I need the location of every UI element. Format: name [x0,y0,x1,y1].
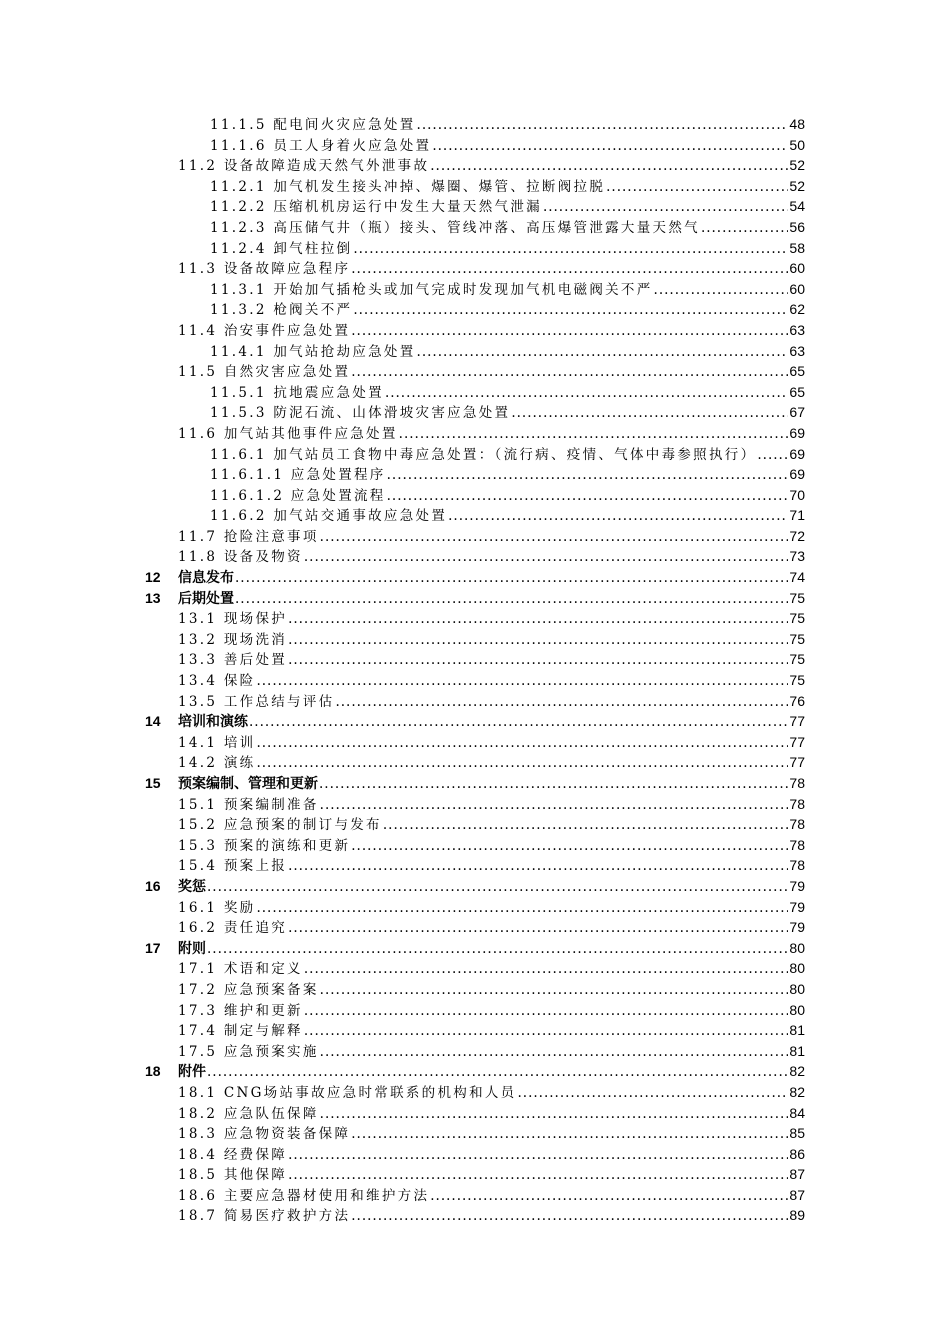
toc-page-number: 75 [789,610,805,627]
toc-page-number: 78 [789,836,805,853]
toc-dot-leader [235,568,788,589]
toc-page-number: 73 [789,548,805,565]
toc-page-number: 77 [789,733,805,750]
toc-page-number: 78 [789,816,805,833]
toc-dot-leader [757,445,788,466]
toc-dot-leader [335,692,788,713]
toc-entry-title: 15.3 预案的演练和更新 [178,837,351,854]
toc-entry[interactable] [0,814,950,835]
toc-entry[interactable] [0,444,950,465]
toc-page-number: 60 [789,280,805,297]
toc-entry-title: 11.1.6 员工人身着火应急处置 [210,137,432,154]
toc-entry-title: 18.1 CNG场站事故应急时常联系的机构和人员 [178,1084,517,1101]
toc-entry[interactable] [0,1000,950,1021]
toc-dot-leader [249,712,788,733]
toc-entry[interactable] [0,979,950,1000]
toc-entry-title: 11.5.3 防泥石流、山体滑坡灾害应急处置 [210,405,511,422]
toc-dot-leader [256,898,788,919]
toc-entry-title: 18.4 经费保障 [178,1146,288,1163]
toc-page-number: 65 [789,383,805,400]
toc-entry-title: 11.1.5 配电间火灾应急处置 [210,117,416,133]
toc-page-number: 58 [789,239,805,256]
toc-page-number: 74 [789,569,805,586]
toc-entry[interactable] [0,938,950,959]
toc-entry[interactable] [0,794,950,815]
toc-page-number: 80 [789,980,805,997]
toc-entry[interactable] [0,114,950,135]
toc-entry-title: 11.8 设备及物资 [178,549,303,566]
toc-page-number: 63 [789,342,805,359]
toc-page-number: 72 [789,527,805,544]
toc-entry-title: 18.2 应急队伍保障 [178,1105,319,1122]
toc-entry-title: 11.2.2 压缩机机房运行中发生大量天然气泄漏 [210,199,542,216]
toc-entry[interactable] [0,1164,950,1185]
toc-entry[interactable] [0,588,950,609]
toc-entry[interactable] [0,752,950,773]
toc-page-number: 78 [789,795,805,812]
toc-page-number: 79 [789,898,805,915]
toc-entry-title: 15.4 预案上报 [178,858,288,875]
toc-dot-leader [387,486,789,507]
toc-entry[interactable] [0,505,950,526]
toc-dot-leader [511,403,788,424]
toc-dot-leader [351,1124,788,1145]
toc-entry-title: 17.2 应急预案备案 [178,981,319,998]
toc-entry-title: 11.6.1.2 应急处置流程 [210,487,386,504]
toc-entry-title: 11.4 治安事件应急处置 [178,322,351,339]
toc-page-number: 54 [789,198,805,215]
toc-page-number: 84 [789,1104,805,1121]
toc-entry-title: 13.4 保险 [178,673,256,690]
toc-entry-title: 17.3 维护和更新 [178,1002,303,1019]
toc-page-number: 89 [789,1207,805,1224]
toc-chapter-number: 15 [145,775,161,791]
toc-entry-title: 预案编制、管理和更新 [178,776,318,792]
toc-entry-title: 18.3 应急物资装备保障 [178,1126,351,1143]
toc-dot-leader [320,1104,789,1125]
toc-page-number: 75 [789,672,805,689]
toc-entry[interactable] [0,217,950,238]
toc-page-number: 80 [789,960,805,977]
toc-dot-leader [320,980,789,1001]
toc-dot-leader [432,136,788,157]
toc-dot-leader [288,630,788,651]
toc-dot-leader [235,589,788,610]
toc-entry-title: 14.1 培训 [178,734,256,751]
toc-entry[interactable] [0,876,950,897]
toc-dot-leader [288,918,788,939]
toc-entry[interactable] [0,629,950,650]
toc-page-number: 81 [789,1042,805,1059]
toc-entry[interactable] [0,958,950,979]
toc-entry[interactable] [0,917,950,938]
toc-dot-leader [320,795,789,816]
toc-entry-title: 11.3 设备故障应急程序 [178,261,351,278]
toc-entry-title: 奖惩 [178,878,206,895]
toc-page-number: 63 [789,321,805,338]
toc-entry-title: 15.2 应急预案的制订与发布 [178,817,382,834]
toc-dot-leader [288,609,788,630]
toc-entry[interactable] [0,423,950,444]
toc-entry[interactable] [0,546,950,567]
toc-chapter-number: 14 [145,713,161,730]
toc-entry-title: 11.2 设备故障造成天然气外泄事故 [178,158,430,175]
toc-chapter-number: 12 [145,569,161,586]
toc-page-number: 69 [789,466,805,483]
toc-page-number: 78 [789,857,805,874]
toc-entry-title: 11.6 加气站其他事件应急处置 [178,425,398,442]
toc-entry-title: 附则 [178,940,206,957]
toc-entry[interactable] [0,567,950,588]
toc-entry-title: 11.6.1.1 应急处置程序 [210,467,386,484]
toc-entry[interactable] [0,897,950,918]
toc-dot-leader [256,733,788,754]
toc-page-number: 67 [789,404,805,421]
toc-entry[interactable] [0,196,950,217]
toc-dot-leader [430,156,788,177]
toc-entry[interactable] [0,464,950,485]
toc-dot-leader [288,1145,788,1166]
toc-entry[interactable] [0,238,950,259]
toc-dot-leader [430,1186,788,1207]
toc-dot-leader [351,259,788,280]
toc-entry[interactable] [0,279,950,300]
toc-page-number: 65 [789,363,805,380]
toc-entry[interactable] [0,155,950,176]
toc-page-number: 56 [789,218,805,235]
toc-entry[interactable] [0,1103,950,1124]
toc-dot-leader [320,1042,789,1063]
toc-page-number: 71 [789,507,805,524]
toc-page-number: 77 [789,754,805,771]
toc-page-number: 69 [789,445,805,462]
toc-page-number: 70 [789,486,805,503]
toc-page-number: 82 [789,1063,805,1080]
toc-dot-leader [304,959,789,980]
toc-entry-title: 16.2 责任追究 [178,920,288,937]
toc-page-number: 69 [789,424,805,441]
toc-entry-title: 培训和演练 [178,714,248,731]
toc-dot-leader [304,1021,789,1042]
toc-entry-title: 11.5 自然灾害应急处置 [178,364,351,381]
toc-dot-leader [256,671,788,692]
toc-entry-title: 11.3.2 枪阀关不严 [210,302,353,319]
toc-entry-title: 13.5 工作总结与评估 [178,693,335,710]
toc-chapter-number: 18 [145,1063,161,1080]
toc-dot-leader [320,527,789,548]
toc-entry-title: 17.4 制定与解释 [178,1023,303,1040]
toc-entry[interactable] [0,670,950,691]
toc-page-number: 52 [789,177,805,194]
toc-dot-leader [304,1001,789,1022]
toc-entry-title: 11.6.1 加气站员工食物中毒应急处置：（流行病、疫情、气体中毒参照执行） [210,446,757,463]
toc-page-number: 86 [789,1145,805,1162]
toc-entry[interactable] [0,341,950,362]
toc-entry[interactable] [0,1041,950,1062]
toc-entry-title: 18.7 简易医疗救护方法 [178,1208,351,1225]
toc-dot-leader [351,1206,788,1227]
toc-chapter-number: 17 [145,939,161,956]
toc-page-number: 87 [789,1186,805,1203]
toc-dot-leader [288,650,788,671]
toc-dot-leader [319,774,788,795]
toc-dot-leader [207,877,788,898]
toc-dot-leader [207,939,788,960]
toc-entry-title: 11.2.4 卸气柱拉倒 [210,240,353,257]
toc-entry[interactable] [0,320,950,341]
toc-entry[interactable] [0,1061,950,1082]
toc-entry-title: 11.7 抢险注意事项 [178,528,319,545]
toc-entry[interactable] [0,608,950,629]
toc-entry[interactable] [0,835,950,856]
toc-entry[interactable] [0,382,950,403]
toc-entry[interactable] [0,526,950,547]
toc-entry[interactable] [0,732,950,753]
toc-page-number: 77 [789,713,805,730]
toc-dot-leader [606,177,788,198]
toc-dot-leader [543,197,788,218]
toc-entry-title: 14.2 演练 [178,755,256,772]
toc-entry[interactable] [0,1144,950,1165]
toc-entry[interactable] [0,1123,950,1144]
toc-dot-leader [701,218,788,239]
toc-entry[interactable] [0,691,950,712]
toc-dot-leader [207,1062,788,1083]
toc-entry[interactable] [0,773,950,794]
toc-entry[interactable] [0,711,950,732]
toc-page-number: 62 [789,301,805,318]
toc-dot-leader [385,383,788,404]
toc-entry[interactable] [0,299,950,320]
toc-entry[interactable] [0,361,950,382]
toc-entry-title: 13.3 善后处置 [178,652,288,669]
toc-entry-title: 15.1 预案编制准备 [178,796,319,813]
toc-entry-title: 11.6.2 加气站交通事故应急处置 [210,508,448,525]
toc-page-number: 75 [789,630,805,647]
toc-page-number: 78 [789,775,805,791]
toc-entry-title: 17.1 术语和定义 [178,961,303,978]
toc-entry[interactable] [0,855,950,876]
toc-entry-title: 附件 [178,1064,206,1081]
toc-entry-title: 18.6 主要应急器材使用和维护方法 [178,1187,430,1204]
toc-entry-title: 16.1 奖励 [178,899,256,916]
toc-chapter-number: 13 [145,589,161,606]
toc-entry-title: 11.3.1 开始加气插枪头或加气完成时发现加气机电磁阀关不严 [210,281,653,298]
toc-dot-leader [351,836,788,857]
toc-entry-title: 13.2 现场洗消 [178,631,288,648]
toc-page-number: 75 [789,651,805,668]
toc-entry[interactable] [0,135,950,156]
toc-entry[interactable] [0,176,950,197]
toc-entry[interactable] [0,649,950,670]
toc-entry[interactable] [0,1205,950,1226]
toc-entry[interactable] [0,1185,950,1206]
toc-dot-leader [288,1165,788,1186]
toc-page-number: 82 [789,1083,805,1100]
toc-chapter-number: 16 [145,877,161,894]
toc-entry-title: 17.5 应急预案实施 [178,1043,319,1060]
toc-dot-leader [383,815,789,836]
toc-dot-leader [353,239,788,260]
toc-page-number: 85 [789,1125,805,1142]
toc-page-number: 79 [789,919,805,936]
toc-page-number: 48 [789,116,805,132]
table-of-contents [0,114,950,1226]
toc-dot-leader [256,753,788,774]
toc-entry[interactable] [0,258,950,279]
toc-dot-leader [517,1083,788,1104]
toc-entry[interactable] [0,485,950,506]
toc-entry-title: 11.2.1 加气机发生接头冲掉、爆圈、爆管、拉断阀拉脱 [210,178,606,195]
toc-entry[interactable] [0,1020,950,1041]
toc-page-number: 75 [789,589,805,606]
toc-dot-leader [417,342,789,363]
toc-dot-leader [448,506,788,527]
toc-page-number: 80 [789,1001,805,1018]
toc-entry-title: 18.5 其他保障 [178,1167,288,1184]
toc-entry-title: 11.2.3 高压储气井（瓶）接头、管线冲落、高压爆管泄露大量天然气 [210,219,700,236]
toc-entry[interactable] [0,402,950,423]
toc-page-number: 50 [789,136,805,153]
toc-dot-leader [304,547,789,568]
toc-page-number: 81 [789,1022,805,1039]
toc-page-number: 76 [789,692,805,709]
toc-dot-leader [399,424,789,445]
toc-dot-leader [351,362,788,383]
toc-entry[interactable] [0,1082,950,1103]
toc-page-number: 80 [789,939,805,956]
toc-entry-title: 信息发布 [178,570,234,587]
toc-dot-leader [288,856,788,877]
toc-dot-leader [353,300,788,321]
toc-entry-title: 后期处置 [178,590,234,607]
toc-dot-leader [654,280,789,301]
toc-dot-leader [417,115,789,136]
toc-page-number: 87 [789,1166,805,1183]
toc-entry-title: 11.4.1 加气站抢劫应急处置 [210,343,416,360]
toc-page-number: 52 [789,157,805,174]
toc-dot-leader [387,465,789,486]
toc-page-number: 79 [789,877,805,894]
toc-dot-leader [351,321,788,342]
toc-page-number: 60 [789,260,805,277]
toc-entry-title: 13.1 现场保护 [178,611,288,628]
toc-entry-title: 11.5.1 抗地震应急处置 [210,384,384,401]
